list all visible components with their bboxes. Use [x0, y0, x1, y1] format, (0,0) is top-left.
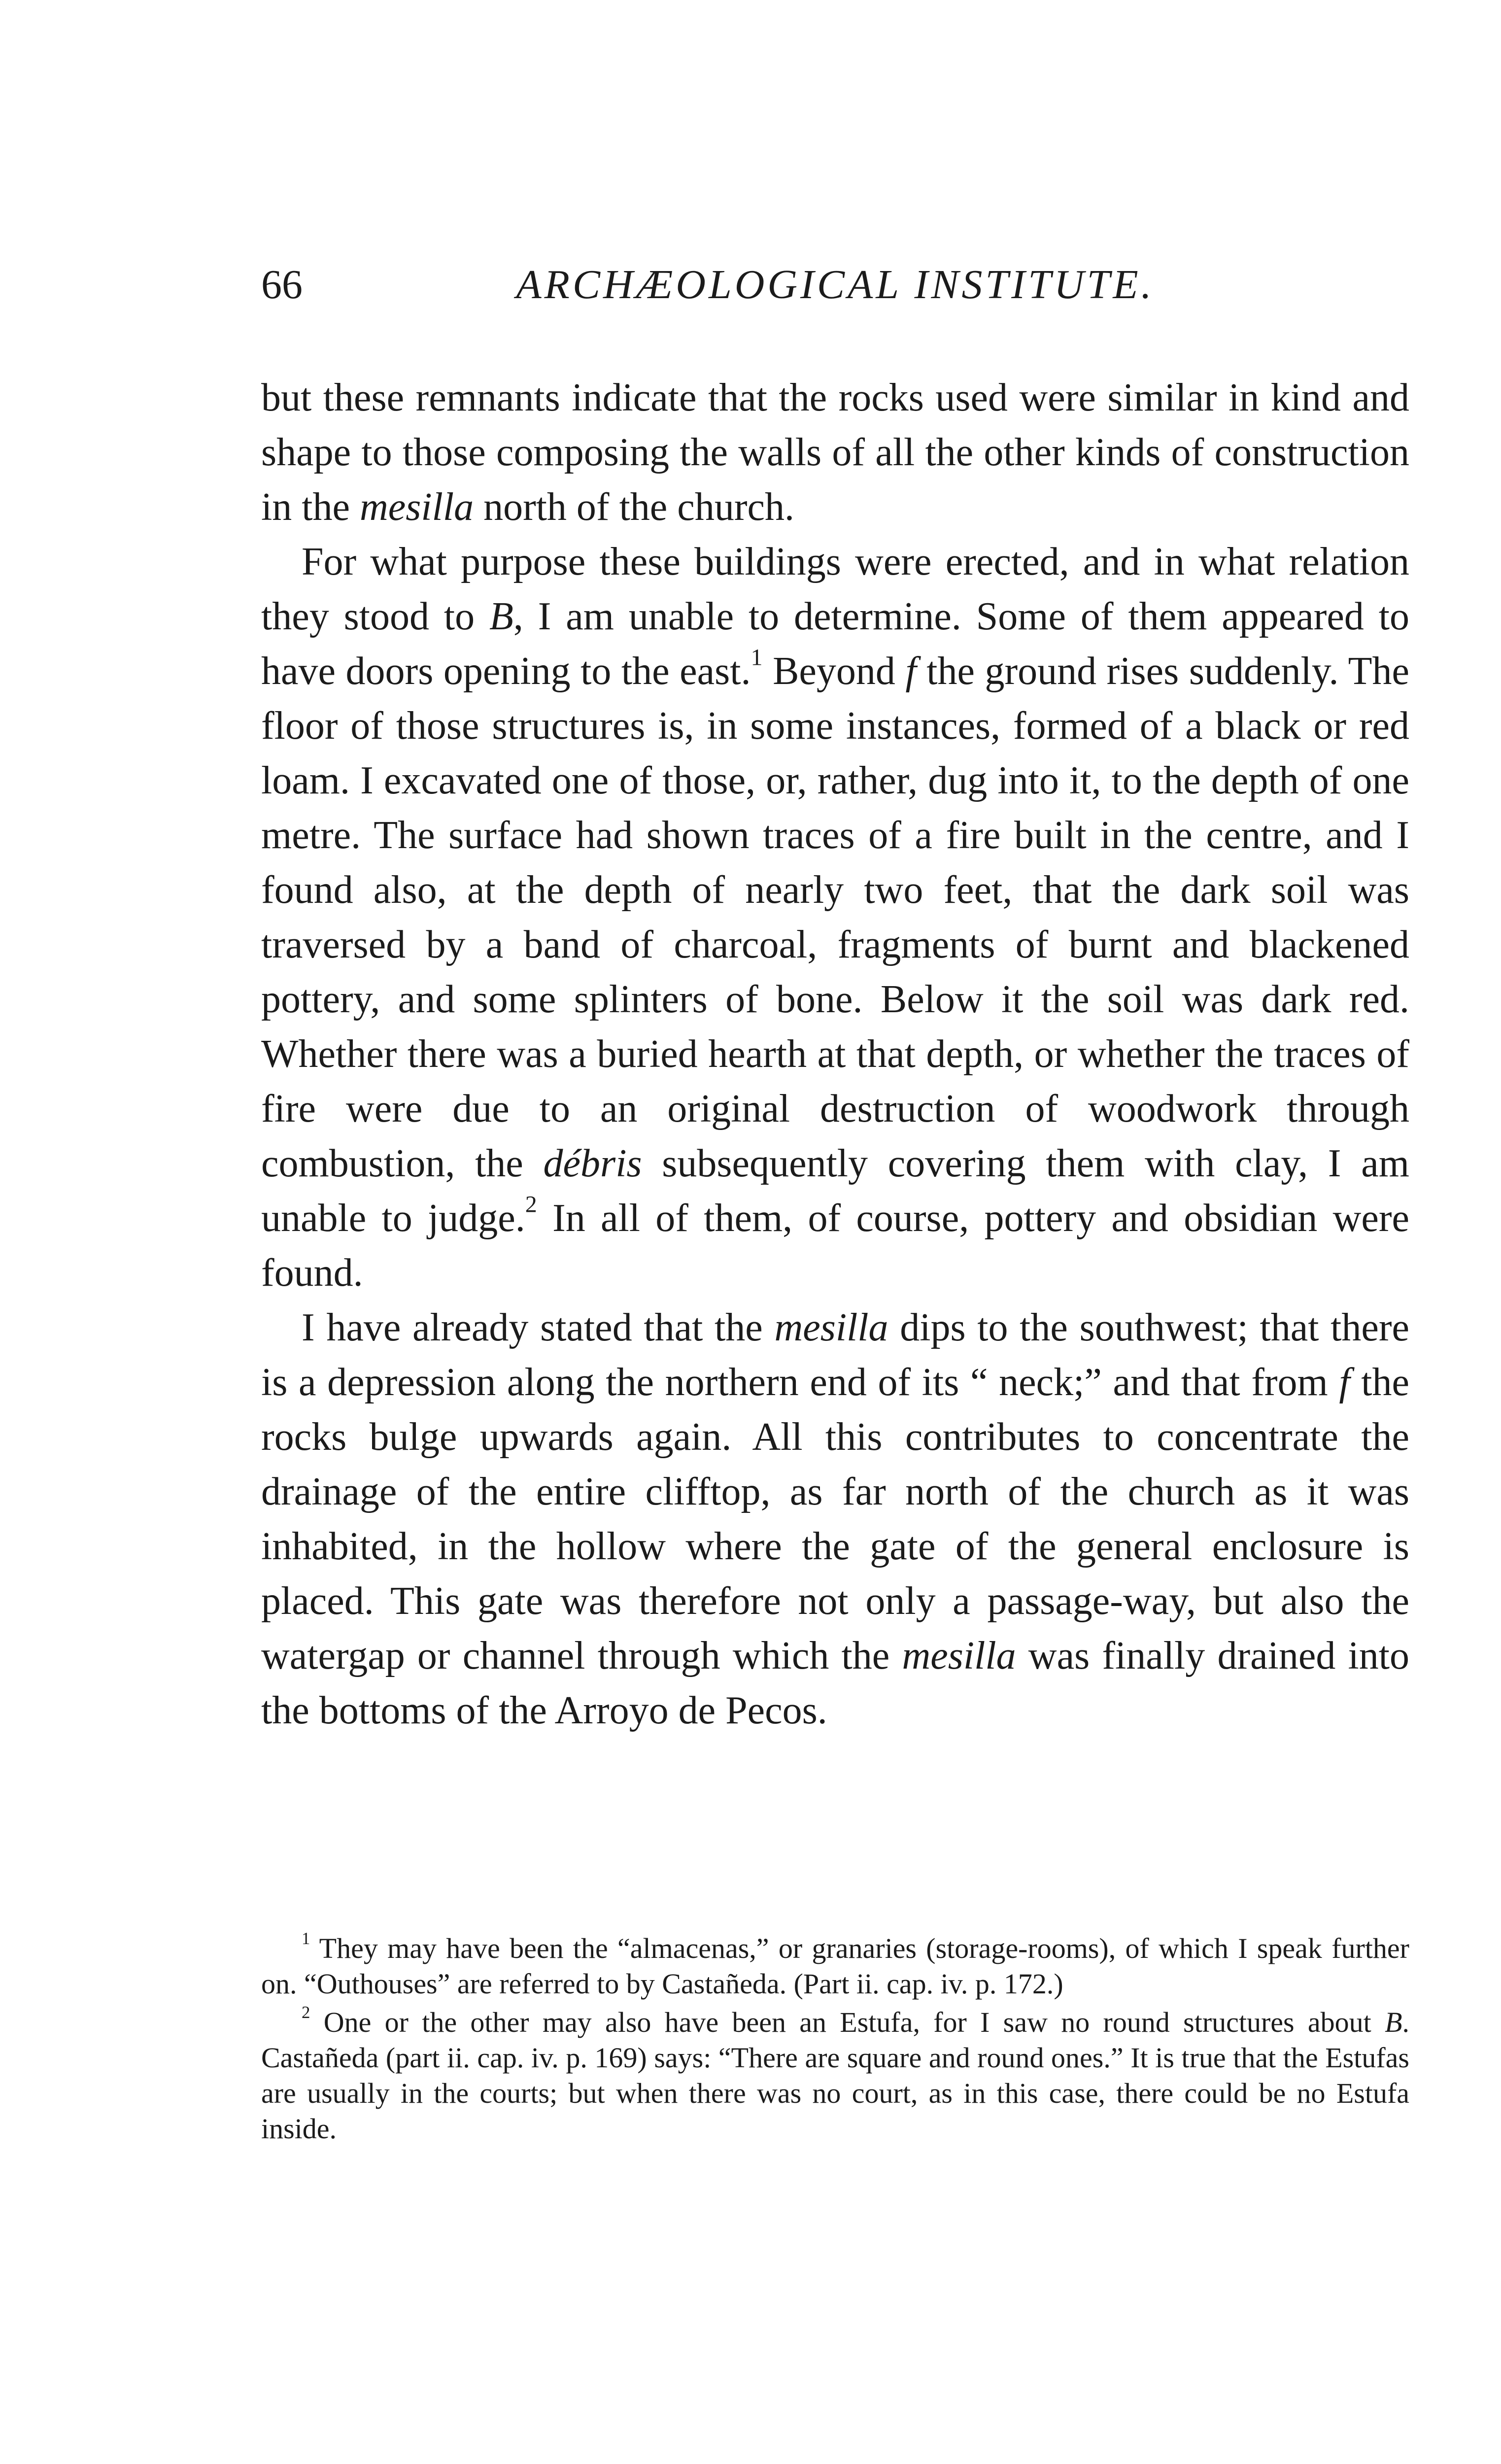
footnote-ref-1[interactable]: 1	[750, 644, 763, 671]
page-number: 66	[261, 262, 303, 308]
text-run: subsequently covering them with clay, I am unable to judge.	[261, 1142, 1409, 1240]
text-run: but these remnants indicate that the rocks used were similar in kind and shape to those composing the walls of all the other kinds of construction in the	[261, 376, 1409, 529]
paragraph-1	[261, 371, 1409, 535]
italic-term: f	[1339, 1361, 1350, 1404]
footnote-text: One or the other may also have been an Estufa, for I saw no round structures about	[310, 2006, 1385, 2038]
text-run: For what purpose these buildings were erected, and in what relation they stood to	[261, 540, 1409, 638]
running-title: ARCHÆOLOGICAL INSTITUTE.	[516, 262, 1155, 308]
text-run: dips to the southwest; that there is a depression along the northern end of its “ neck;” and that from	[261, 1306, 1410, 1404]
italic-term: B	[1385, 2006, 1402, 2038]
footnote-2	[261, 2005, 1409, 2147]
body-text	[261, 371, 1409, 1738]
italic-term: B	[489, 595, 513, 638]
footnote-1	[261, 1931, 1409, 2002]
text-run: north of the church.	[474, 485, 794, 529]
footnote-mark-1: 1	[302, 1929, 310, 1949]
italic-term: f	[905, 650, 917, 693]
page-header	[261, 260, 1409, 309]
text-run: , I am unable to determine. Some of them appeared to have doors opening to the east.	[261, 595, 1409, 693]
text-run: Beyond	[762, 650, 906, 693]
text-run: In all of them, of course, pottery and obsidian were found.	[261, 1197, 1410, 1295]
text-run: the rocks bulge upwards again. All this contributes to concentrate the drainage of the entire clifftop, as far north of the church as it was inhabited, in the hollow where the gate of the general enclosure is placed. This gate was therefore not only a passage-way, but also the watergap or channel through which the	[261, 1361, 1410, 1677]
footnote-text: . Castañeda (part ii. cap. iv. p. 169) says: “There are square and round ones.” It is true that the Estufas are usually in the courts; but when there was no court, as in this case, there could be no Estufa inside.	[261, 2006, 1409, 2145]
text-run: I have already stated that the	[302, 1306, 775, 1349]
italic-term: mesilla	[359, 485, 474, 529]
footnote-text: They may have been the “almacenas,” or granaries (storage-rooms), of which I speak further on. “Outhouses” are referred to by Castañeda. (Part ii. cap. iv. p. 172.)	[261, 1932, 1409, 2000]
italic-term: mesilla	[774, 1306, 888, 1349]
footnotes	[261, 1931, 1409, 2147]
italic-term: débris	[543, 1142, 642, 1185]
text-run: the ground rises suddenly. The floor of those structures is, in some instances, formed of a black or red loam. I excavated one of those, or, rather, dug into it, to the depth of one metre. The surface had shown traces of a fire built in the centre, and I found also, at the depth of nearly two feet, that the dark soil was traversed by a band of charcoal, fragments of burnt and blackened pottery, and some splinters of bone. Below it the soil was dark red. Whether there was a buried hearth at that depth, or whether the traces of fire were due to an original destruction of woodwork through combustion, the	[261, 650, 1409, 1185]
footnote-ref-2[interactable]: 2	[525, 1191, 537, 1218]
italic-term: mesilla	[902, 1634, 1016, 1677]
paragraph-3	[261, 1300, 1409, 1738]
paragraph-2	[261, 535, 1409, 1300]
footnote-mark-2: 2	[302, 2003, 310, 2022]
text-run: was finally drained into the bottoms of the Arroyo de Pecos.	[261, 1634, 1409, 1732]
